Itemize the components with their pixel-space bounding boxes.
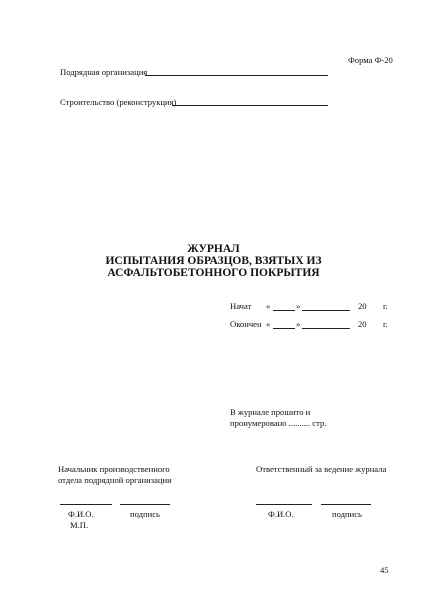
stitching-dots: ..........: [288, 418, 311, 428]
right-fio-label: Ф.И.О.: [268, 509, 294, 519]
finished-open-quote: «: [266, 319, 271, 329]
left-signer-title-1: Начальник производственного: [58, 464, 170, 474]
contractor-field-line: [145, 75, 328, 76]
started-label: Начат: [230, 301, 252, 311]
finished-close-quote: »: [296, 319, 301, 329]
started-day-line: [273, 310, 295, 311]
right-fio-line: [256, 504, 312, 505]
contractor-label: Подрядная организация: [60, 67, 148, 77]
stitching-suffix: стр.: [312, 418, 327, 428]
started-month-line: [302, 310, 350, 311]
stamp-label: М.П.: [70, 520, 89, 530]
journal-subtitle-2: АСФАЛЬТОБЕТОННОГО ПОКРЫТИЯ: [107, 267, 320, 279]
left-signature-label: подпись: [130, 509, 160, 519]
right-signer-title: Ответственный за ведение журнала: [256, 464, 387, 474]
finished-year-prefix: 20: [358, 319, 367, 329]
finished-day-line: [273, 328, 295, 329]
finished-month-line: [302, 328, 350, 329]
left-fio-label: Ф.И.О.: [68, 509, 94, 519]
left-signature-line: [120, 504, 170, 505]
right-signature-line: [321, 504, 371, 505]
construction-label: Строительство (реконструкция): [60, 97, 177, 107]
started-open-quote: «: [266, 301, 271, 311]
started-year-suffix: г.: [383, 301, 388, 311]
journal-title: ЖУРНАЛ: [187, 243, 240, 255]
form-label: Форма Ф-20: [348, 55, 393, 65]
stitching-prefix: пронумеровано: [230, 418, 287, 428]
stitching-line-2: [230, 418, 326, 428]
page-number: 45: [380, 565, 389, 575]
finished-year-suffix: г.: [383, 319, 388, 329]
finished-label: Окончен: [230, 319, 262, 329]
left-fio-line: [60, 504, 112, 505]
construction-field-line: [172, 105, 328, 106]
journal-subtitle-1: ИСПЫТАНИЯ ОБРАЗЦОВ, ВЗЯТЫХ ИЗ: [105, 255, 322, 267]
started-year-prefix: 20: [358, 301, 367, 311]
right-signature-label: подпись: [332, 509, 362, 519]
stitching-line-1: В журнале прошито и: [230, 407, 311, 417]
left-signer-title-2: отдела подрядной организации: [58, 475, 172, 485]
started-close-quote: »: [296, 301, 301, 311]
